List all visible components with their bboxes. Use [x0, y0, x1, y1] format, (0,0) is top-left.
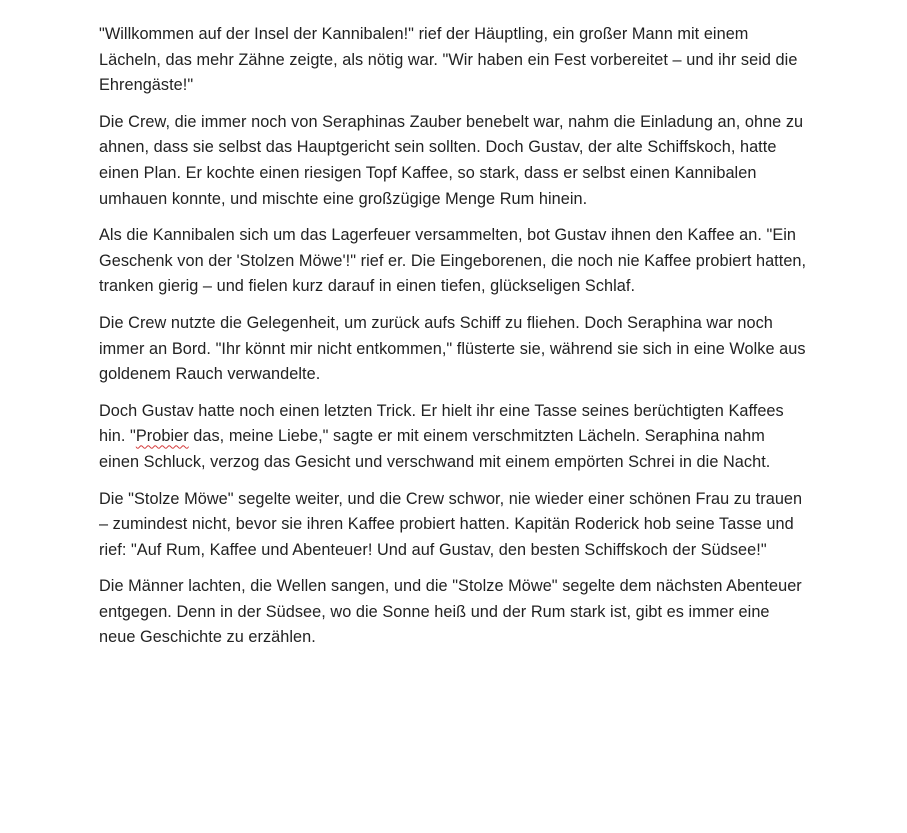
- spellcheck-flagged-word[interactable]: Probier: [135, 427, 189, 446]
- paragraph-3: Als die Kannibalen sich um das Lagerfeuer versammelten, bot Gustav ihnen den Kaffee an. "Ein Geschenk von der 'Stolzen Möwe'!" rief er. Die Eingeborenen, die noch nie Kaffee probiert hatten, tranken gierig – und fielen kurz darauf in einen tiefen, glückseligen Schlaf.: [99, 226, 807, 296]
- paragraph-2: Die Crew, die immer noch von Seraphinas Zauber benebelt war, nahm die Einladung an, ohne zu ahnen, dass sie selbst das Hauptgericht sein sollten. Doch Gustav, der alte Schiffskoch, hatte einen Plan. Er kochte einen riesigen Topf Kaffee, so stark, dass er selbst einen Kannibalen umhauen konnte, und mischte eine großzügige Menge Rum hinein.: [99, 112, 804, 208]
- paragraph-5: [99, 399, 807, 476]
- paragraph-5-before: Doch Gustav hatte noch einen letzten Trick. Er hielt ihr eine Tasse seines berüchtigten Kaffees hin. ": [99, 401, 784, 446]
- paragraph-7: Die Männer lachten, die Wellen sangen, und die "Stolze Möwe" segelte dem nächsten Abenteuer entgegen. Denn in der Südsee, wo die Sonne heiß und der Rum stark ist, gibt es immer eine neue Geschichte zu erzählen.: [99, 577, 802, 647]
- paragraph-6: Die "Stolze Möwe" segelte weiter, und die Crew schwor, nie wieder einer schönen Frau zu trauen – zumindest nicht, bevor sie ihren Kaffee probiert hatten. Kapitän Roderick hob seine Tasse und rief: "Auf Rum, Kaffee und Abenteuer! Und auf Gustav, den besten Schiffskoch der Südsee!": [99, 489, 803, 559]
- paragraph-4: Die Crew nutzte die Gelegenheit, um zurück aufs Schiff zu fliehen. Doch Seraphina war noch immer an Bord. "Ihr könnt mir nicht entkommen," flüsterte sie, während sie sich in eine Wolke aus goldenem Rauch verwandelte.: [99, 313, 806, 384]
- paragraph-1: "Willkommen auf der Insel der Kannibalen!" rief der Häuptling, ein großer Mann mit einem Lächeln, das mehr Zähne zeigte, als nötig war. "Wir haben ein Fest vorbereitet – und ihr seid die Ehrengäste!": [99, 25, 798, 95]
- document-body[interactable]: [99, 22, 807, 662]
- paragraph-5-after: das, meine Liebe," sagte er mit einem verschmitzten Lächeln. Seraphina nahm einen Schluck, verzog das Gesicht und verschwand mit einem empörten Schrei in die Nacht.: [99, 427, 771, 471]
